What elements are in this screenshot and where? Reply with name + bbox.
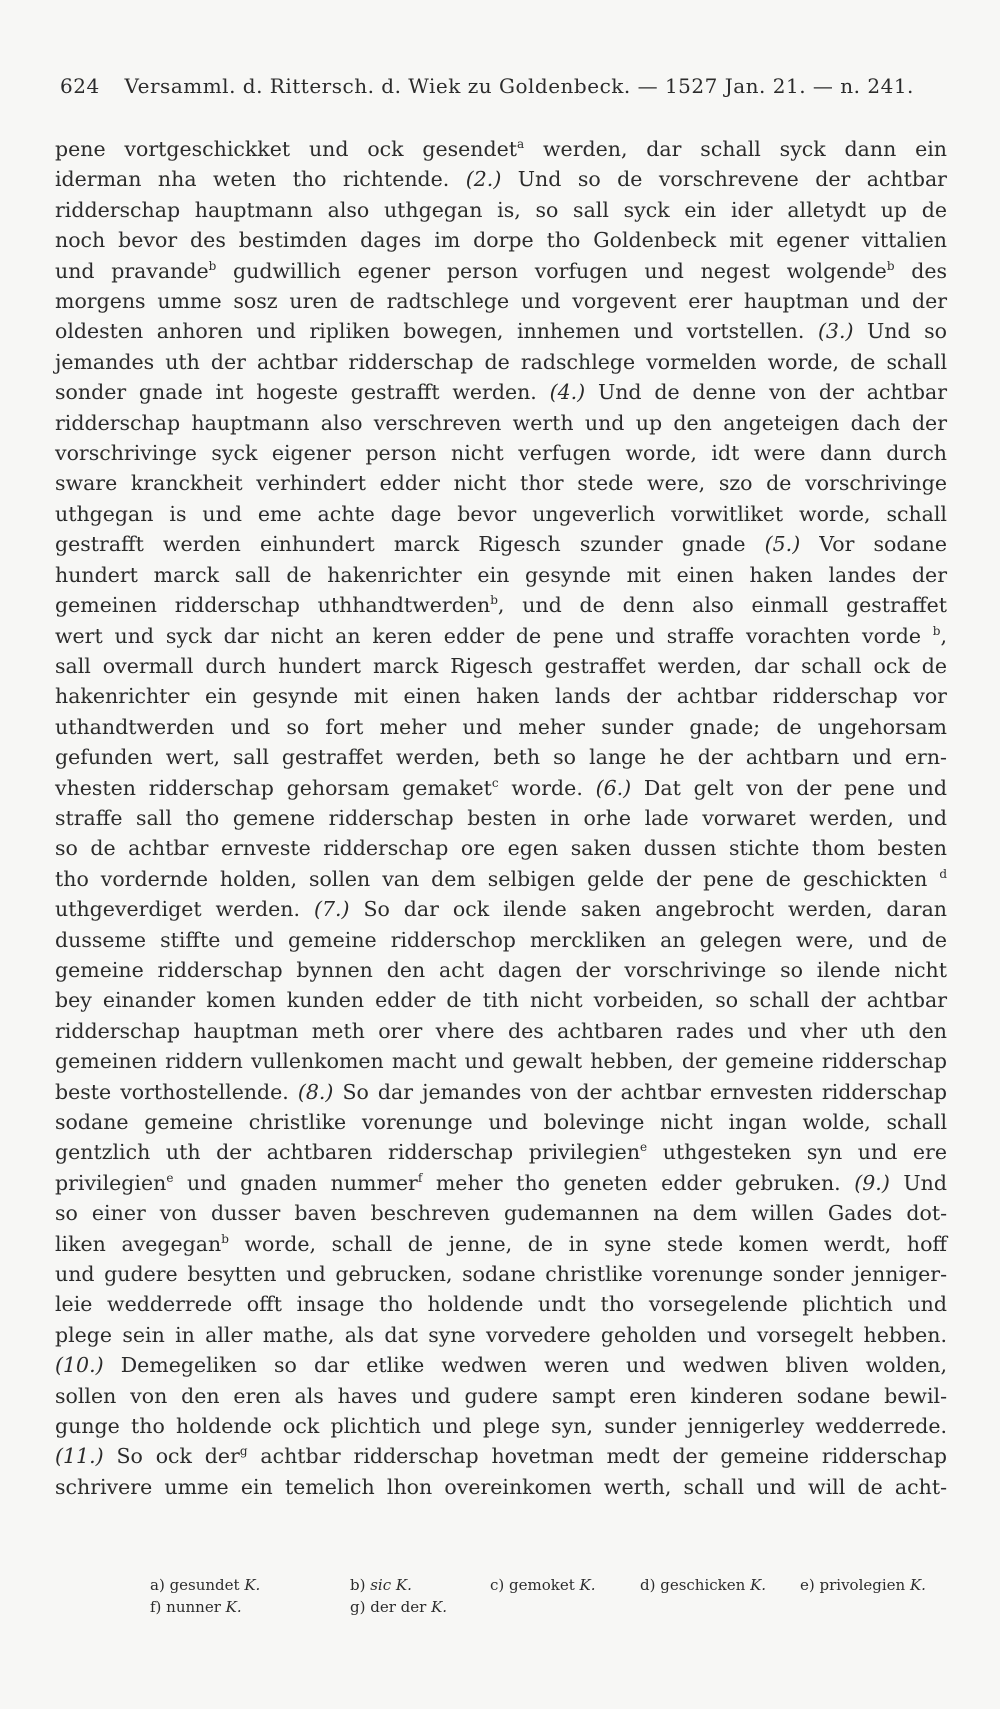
text-line: sall overmall durch hundert marck Rigesch gestraffet werden, dar schall ock de bbox=[55, 653, 947, 678]
text-line: sonder gnade int hogeste gestrafft werden. (4.) Und de denne von der achtbar bbox=[55, 380, 947, 405]
text-line: sodane gemeine christlike vorenunge und bolevinge nicht ingan wolde, schall bbox=[55, 1110, 947, 1134]
section-marker: (9.) bbox=[854, 1170, 890, 1195]
text-line: (10.) Demegeliken so dar etlike wedwen weren und wedwen bliven wolden, bbox=[55, 1353, 947, 1378]
section-marker: (6.) bbox=[595, 775, 632, 800]
text-line: gemeine ridderschap bynnen den acht dagen der vorschrivinge so ilende nicht bbox=[55, 957, 947, 982]
section-marker: (7.) bbox=[313, 897, 350, 922]
section-marker: (8.) bbox=[297, 1079, 334, 1104]
text-line: gemeinen riddern vullenkomen macht und gewalt hebben, der gemeine ridderschap bbox=[55, 1049, 947, 1074]
footnote-d: d) geschicken K. bbox=[640, 1576, 767, 1594]
page-number: 624 bbox=[60, 74, 100, 98]
text-line: ridderschap hauptman meth orer vhere des achtbaren rades und vher uth den bbox=[55, 1018, 947, 1043]
text-line: gemeinen ridderschap uthhandtwerden$^b$, und de denn also einmall gestraffet bbox=[55, 593, 947, 618]
text-line: beste vorthostellende. (8.) So dar jemandes von der achtbar ernvesten ridderschap bbox=[55, 1079, 948, 1104]
text-line: (11.) So ock der$^g$ achtbar ridderschap hovetman medt der gemeine ridderschap bbox=[55, 1444, 947, 1469]
text-line: sollen von den eren als haves und gudere sampt eren kinderen sodane bewil- bbox=[55, 1383, 947, 1408]
text-line: uthgegan is und eme achte dage bevor ungeverlich vorwitliket worde, schall bbox=[55, 501, 947, 526]
section-marker: (3.) bbox=[817, 319, 854, 344]
text-line: jemandes uth der achtbar ridderschap de radschlege vormelden worde, de schall bbox=[55, 349, 947, 374]
text-line: morgens umme sosz uren de radtschlege und vorgevent erer hauptman und der bbox=[55, 289, 947, 314]
text-line: gunge tho holdende ock plichtich und plege syn, sunder jennigerley wedderrede. bbox=[55, 1414, 947, 1439]
text-line: leie wedderrede offt insage tho holdende undt tho vorsegelende plichtich und bbox=[55, 1292, 947, 1317]
text-line: gefunden wert, sall gestraffet werden, beth so lange he der achtbarn und ern- bbox=[55, 745, 947, 770]
section-marker: (5.) bbox=[764, 532, 801, 557]
footnotes bbox=[150, 1574, 940, 1618]
text-line: sware kranckheit verhindert edder nicht thor stede were, szo de vorschrivinge bbox=[55, 471, 947, 496]
text-line: noch bevor des bestimden dages im dorpe tho Goldenbeck mit egener vittalien bbox=[55, 228, 947, 253]
section-marker: (10.) bbox=[55, 1353, 104, 1378]
section-marker: (11.) bbox=[55, 1444, 104, 1469]
text-line: plege sein in aller mathe, als dat syne vorvedere geholden und vorsegelt hebben. bbox=[55, 1322, 947, 1347]
text-line: oldesten anhoren und ripliken bowegen, innhemen und vortstellen. (3.) Und so bbox=[55, 319, 948, 344]
body-text bbox=[55, 134, 947, 1502]
section-marker: (4.) bbox=[549, 380, 586, 405]
section-marker: (2.) bbox=[465, 167, 502, 192]
text-line: vorschrivinge syck eigener person nicht verfugen worde, idt were dann durch bbox=[55, 441, 947, 466]
text-line: privilegien$^e$ und gnaden nummer$^f$ meher tho geneten edder gebruken. (9.) Und bbox=[55, 1170, 947, 1195]
footnote-e: e) privolegien K. bbox=[800, 1576, 926, 1594]
footnote-c: c) gemoket K. bbox=[490, 1576, 596, 1594]
text-line: tho vordernde holden, sollen van dem selbigen gelde der pene de geschickten $^d$ bbox=[55, 866, 947, 891]
text-line: dusseme stiffte und gemeine ridderschop merckliken an gelegen were, und de bbox=[55, 927, 947, 952]
text-line: pene vortgeschickket und ock gesendet$^a$ werden, dar schall syck dann ein bbox=[55, 137, 948, 161]
running-title: Versamml. d. Rittersch. d. Wiek zu Goldenbeck. — 1527 Jan. 21. — n. 241. bbox=[124, 74, 914, 98]
text-line: hundert marck sall de hakenrichter ein gesynde mit einen haken landes der bbox=[55, 562, 947, 587]
footnote-row bbox=[150, 1596, 940, 1618]
text-line: wert und syck dar nicht an keren edder de pene und straffe vorachten vorde $^b$, bbox=[55, 623, 947, 648]
footnote-f: f) nunner K. bbox=[150, 1598, 242, 1616]
footnote-row bbox=[150, 1574, 940, 1596]
text-line: so de achtbar ernveste ridderschap ore egen saken dussen stichte thom besten bbox=[55, 836, 947, 861]
text-line: uthandtwerden und so fort meher und meher sunder gnade; de ungehorsam bbox=[55, 714, 947, 739]
text-line: gentzlich uth der achtbaren ridderschap privilegien$^e$ uthgesteken syn und ere bbox=[55, 1140, 947, 1165]
text-line: hakenrichter ein gesynde mit einen haken lands der achtbar ridderschap vor bbox=[55, 684, 947, 709]
footnote-a: a) gesundet K. bbox=[150, 1576, 261, 1594]
text-line: und gudere besytten und gebrucken, sodane christlike vorenunge sonder jenniger- bbox=[55, 1262, 947, 1287]
text-line: liken avegegan$^b$ worde, schall de jenne, de in syne stede komen werdt, hoff bbox=[55, 1231, 947, 1256]
footnote-b: b) sic K. bbox=[350, 1576, 412, 1594]
text-line: ridderschap hauptmann also verschreven werth und up den angeteigen dach der bbox=[55, 410, 947, 435]
text-line: schrivere umme ein temelich lhon overeinkomen werth, schall und will de acht- bbox=[55, 1474, 947, 1499]
text-line: ridderschap hauptmann also uthgegan is, so sall syck ein ider alletydt up de bbox=[55, 197, 947, 222]
text-line: straffe sall tho gemene ridderschap besten in orhe lade vorwaret werden, und bbox=[55, 805, 947, 830]
text-line: iderman nha weten tho richtende. (2.) Und so de vorschrevene der achtbar bbox=[55, 167, 947, 192]
text-line: so einer von dusser baven beschreven gudemannen na dem willen Gades dot- bbox=[55, 1201, 947, 1226]
text-line: vhesten ridderschap gehorsam gemaket$^c$ worde. (6.) Dat gelt von der pene und bbox=[55, 775, 947, 800]
text-line: gestrafft werden einhundert marck Rigesch szunder gnade (5.) Vor sodane bbox=[55, 532, 948, 557]
running-head bbox=[60, 74, 940, 98]
text-line: und pravande$^b$ gudwillich egener person vorfugen und negest wolgende$^b$ des bbox=[55, 258, 947, 283]
text-line: bey einander komen kunden edder de tith nicht vorbeiden, so schall der achtbar bbox=[55, 988, 947, 1013]
footnote-g: g) der der K. bbox=[350, 1598, 448, 1616]
text-line: uthgeverdiget werden. (7.) So dar ock ilende saken angebrocht werden, daran bbox=[55, 897, 947, 922]
